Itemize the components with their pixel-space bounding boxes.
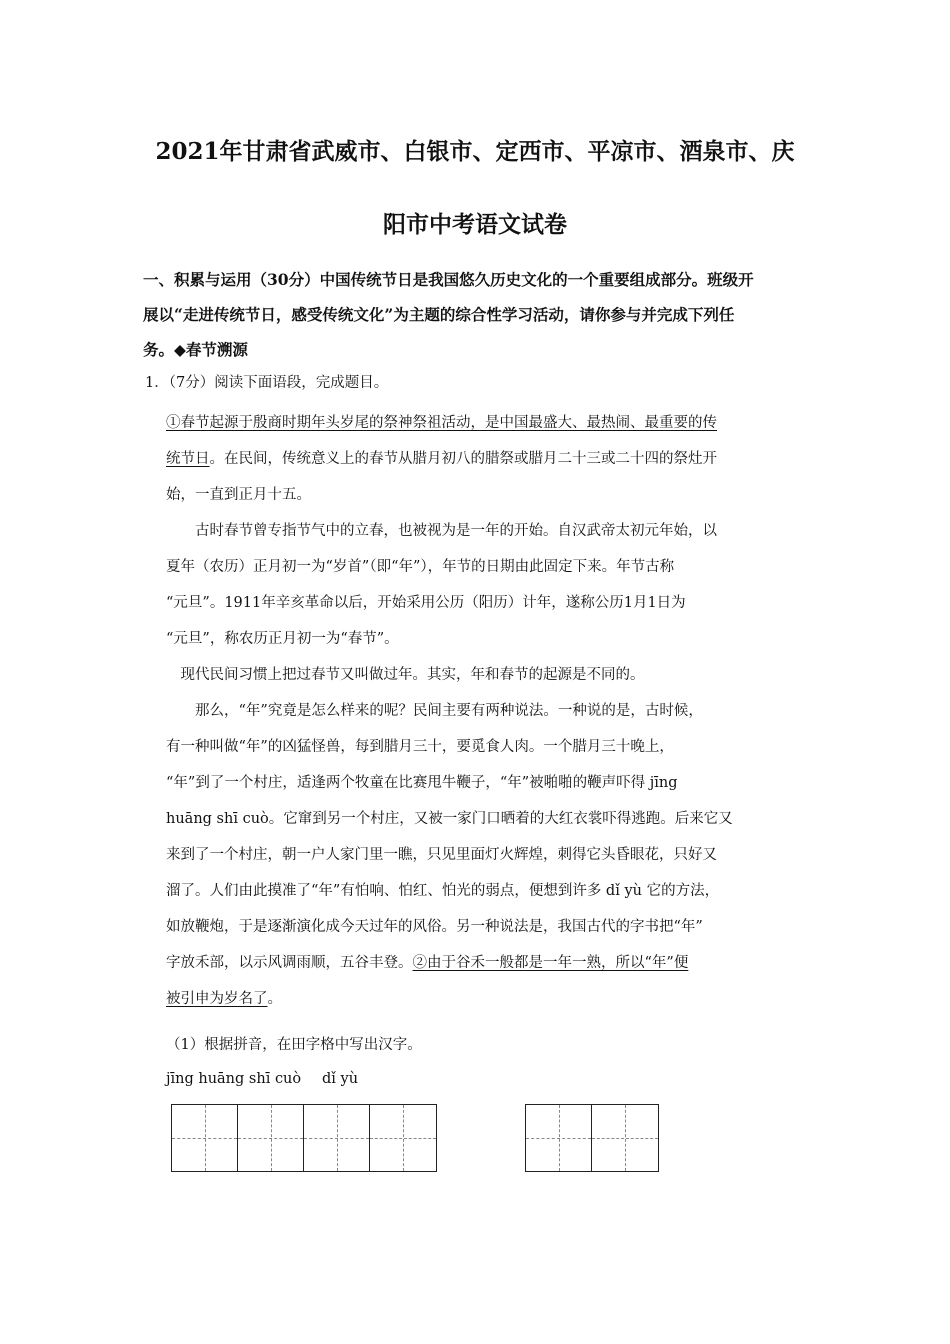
text-line [166,981,814,1017]
tianzige-grid-2 [525,1104,659,1172]
answer-cell[interactable] [238,1105,304,1171]
underlined-sentence-2: ②由于谷禾一般都是一年一熟，所以“年”便 [412,955,689,971]
section-intro-line: 一、积累与运用（30分）中国传统节日是我国悠久历史文化的一个重要组成部分。班级开 [143,270,754,289]
paragraph-1 [166,405,814,513]
underlined-sentence-2-end: 被引申为岁名了 [166,991,268,1007]
paragraph-2 [166,513,814,657]
answer-cell[interactable] [370,1105,436,1171]
pinyin-label-2: dǐ yù [322,1071,359,1087]
paragraph-3 [166,657,814,693]
text-line: 古时春节曾专指节气中的立春，也被视为是一年的开始。自汉武帝太初元年始，以 [166,523,717,539]
text-line: 夏年（农历）正月初一为“岁首”（即“年”），年节的日期由此固定下来。年节古称 [166,559,675,575]
text-line: 溜了。人们由此摸准了“年”有怕响、怕红、怕光的弱点，便想到许多 dǐ yù 它的方法， [166,883,720,899]
answer-cell[interactable] [304,1105,370,1171]
section-intro [143,262,811,367]
text-line: huāng shī cuò。它窜到另一个村庄，又被一家门口晒着的大红衣裳吓得逃跑。后来它又 [166,811,733,827]
question-heading: 1．（7分）阅读下面语段，完成题目。 [145,375,389,391]
page-title-line-2: 阳市中考语文试卷 [383,211,567,238]
sub-question-1: （1）根据拼音，在田字格中写出汉字。 [166,1037,422,1053]
text-line: 现代民间习惯上把过春节又叫做过年。其实，年和春节的起源是不同的。 [166,667,645,683]
text-line [166,441,814,477]
paragraph-4 [166,693,814,1017]
text-line: 来到了一个村庄，朝一户人家门里一瞧，只见里面灯火辉煌，刺得它头昏眼花，只好又 [166,847,717,863]
text-line: 始，一直到正月十五。 [166,487,311,503]
answer-cell[interactable] [592,1105,658,1171]
text-line: 如放鞭炮，于是逐渐演化成今天过年的风俗。另一种说法是，我国古代的字书把“年” [166,919,703,935]
answer-cell[interactable] [526,1105,592,1171]
underlined-sentence-1: ①春节起源于殷商时期年头岁尾的祭神祭祖活动，是中国最盛大、最热闹、最重要的传 [166,415,717,431]
text-line: “元旦”。1911年辛亥革命以后，开始采用公历（阳历）计年，遂称公历1月1日为 [166,595,686,611]
text-line [166,945,814,981]
text-line: 那么，“年”究竟是怎么样来的呢？民间主要有两种说法。一种说的是，古时候， [166,703,703,719]
text-fragment: 字放禾部，以示风调雨顺，五谷丰登。 [166,955,413,971]
text-fragment: 。在民间，传统意义上的春节从腊月初八的腊祭或腊月二十三或二十四的祭灶开 [209,451,717,467]
section-intro-line: 务。◆春节溯源 [143,340,248,359]
underlined-sentence-1-end: 统节日 [166,451,210,467]
text-line [166,405,814,441]
page-title-line-1: 2021年甘肃省武威市、白银市、定西市、平凉市、酒泉市、庆 [155,138,795,165]
text-line: “年”到了一个村庄，适逢两个牧童在比赛甩牛鞭子，“年”被啪啪的鞭声吓得 jīng [166,775,678,791]
text-line: “元旦”，称农历正月初一为“春节”。 [166,631,399,647]
pinyin-label-1: jīng huāng shī cuò [166,1071,302,1087]
section-intro-line: 展以“走进传统节日，感受传统文化”为主题的综合性学习活动，请你参与并完成下列任 [143,305,735,324]
answer-cell[interactable] [172,1105,238,1171]
text-line: 有一种叫做“年”的凶猛怪兽，每到腊月三十，要觅食人肉。一个腊月三十晚上， [166,739,674,755]
tianzige-grid-1 [171,1104,437,1172]
text-fragment: 。 [267,991,282,1007]
